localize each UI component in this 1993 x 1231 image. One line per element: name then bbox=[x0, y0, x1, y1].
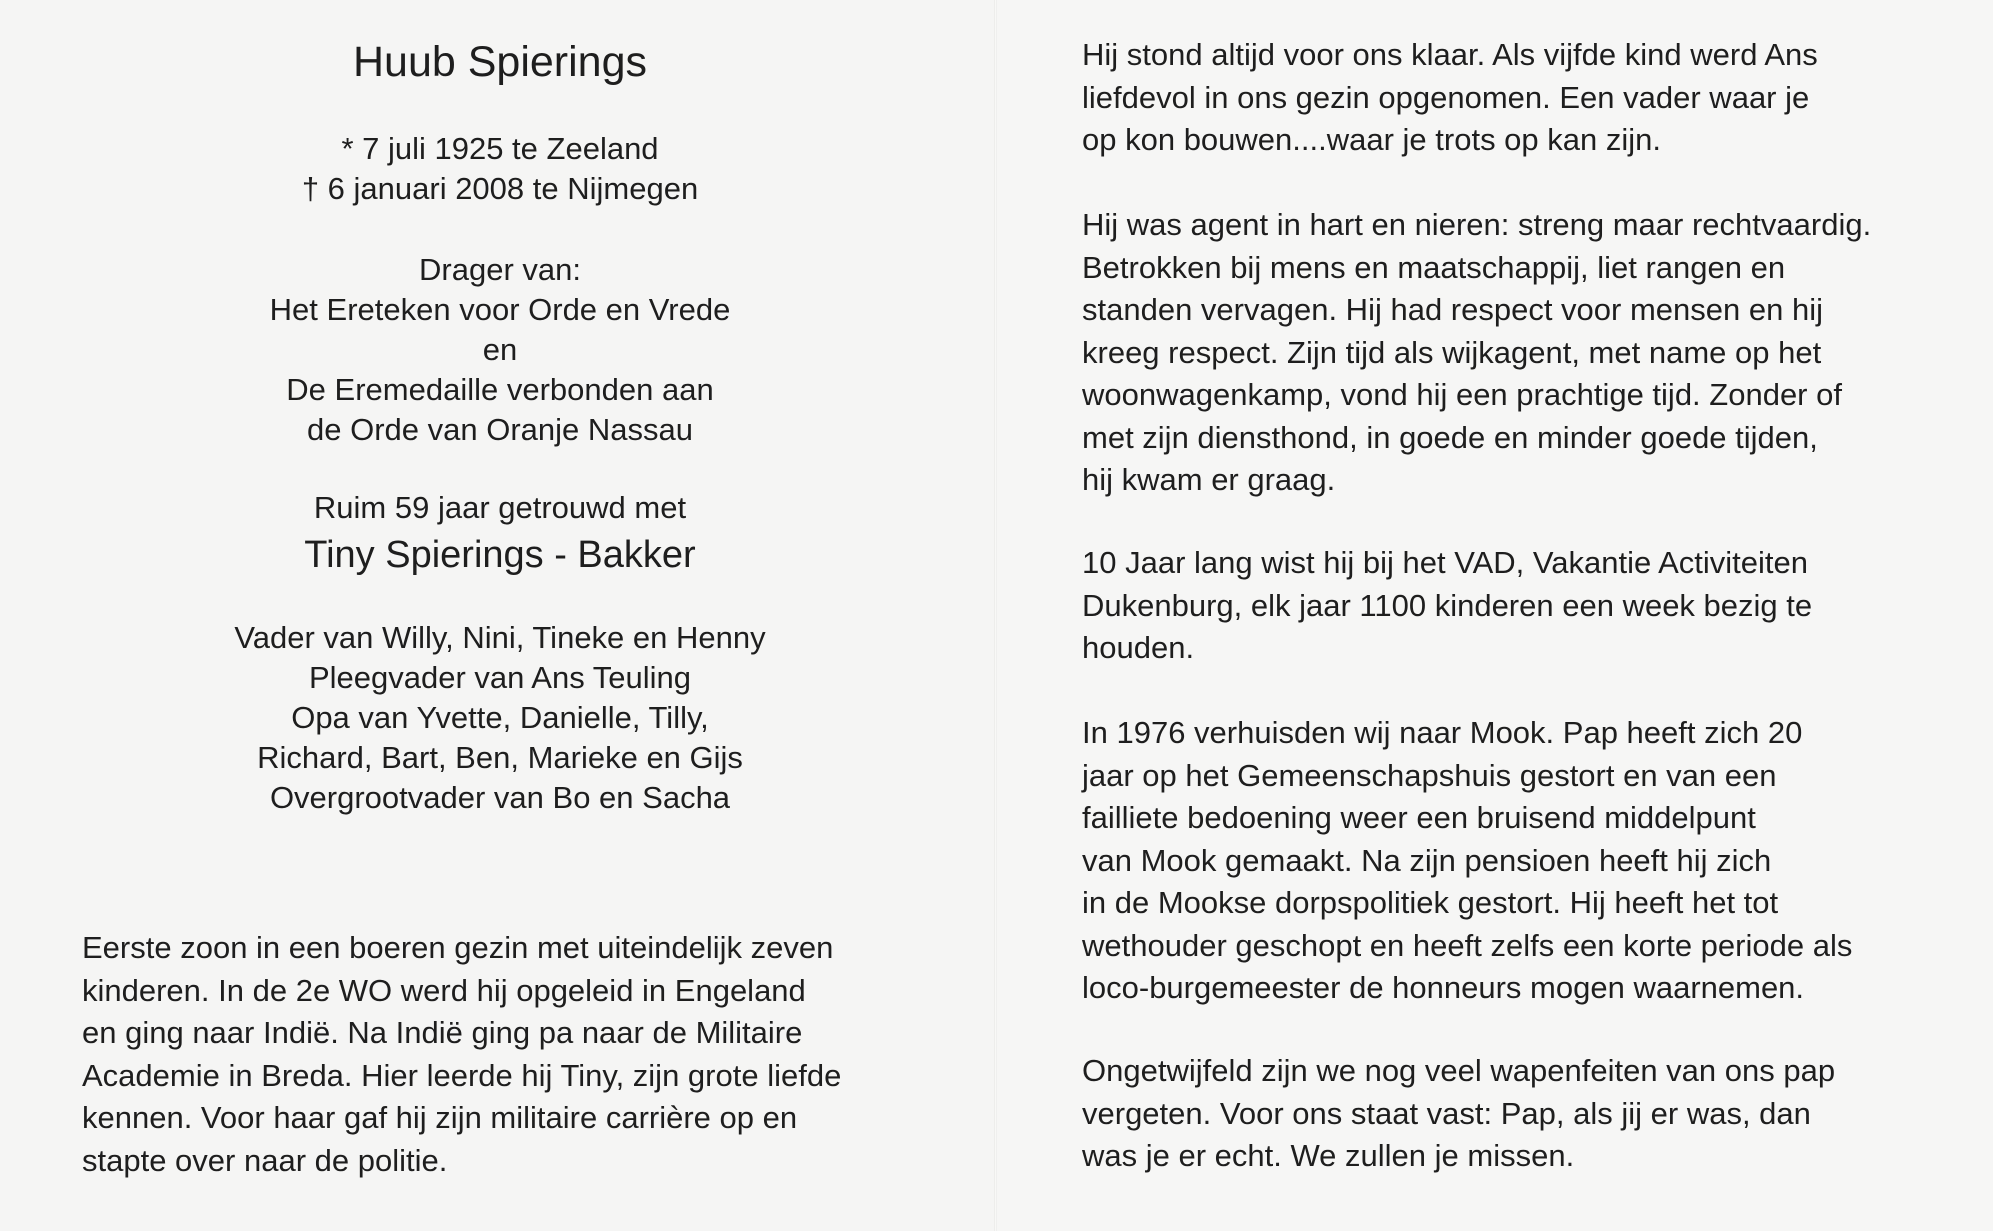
biography-paragraph bbox=[82, 927, 922, 1182]
bio-line: en ging naar Indië. Na Indië ging pa naar de Militaire bbox=[82, 1015, 803, 1050]
tribute-line: kreeg respect. Zijn tijd als wijkagent, met name op het bbox=[1082, 334, 1822, 370]
decoration-line: de Orde van Oranje Nassau bbox=[307, 412, 693, 447]
tribute-line: was je er echt. We zullen je missen. bbox=[1082, 1138, 1575, 1173]
decoration-line: Het Ereteken voor Orde en Vrede bbox=[269, 292, 731, 327]
decorations-block bbox=[160, 250, 840, 450]
married-line: Ruim 59 jaar getrouwd met bbox=[313, 490, 687, 525]
decoration-line: en bbox=[482, 332, 518, 367]
tribute-line: Hij stond altijd voor ons klaar. Als vijfde kind werd Ans bbox=[1082, 37, 1818, 72]
birth-line: * 7 juli 1925 te Zeeland bbox=[341, 131, 659, 166]
decoration-line: Drager van: bbox=[419, 252, 581, 287]
tribute-line: in de Mookse dorpspolitiek gestort. Hij heeft het tot bbox=[1082, 885, 1779, 920]
tribute-paragraph-4 bbox=[1082, 712, 1918, 1010]
tribute-line: met zijn diensthond, in goede en minder goede tijden, bbox=[1082, 419, 1818, 455]
tribute-line: vergeten. Voor ons staat vast: Pap, als jij er was, dan bbox=[1082, 1095, 1811, 1131]
life-dates bbox=[160, 129, 840, 209]
tribute-line: In 1976 verhuisden wij naar Mook. Pap heeft zich 20 bbox=[1082, 715, 1803, 750]
family-line: Overgrootvader van Bo en Sacha bbox=[269, 780, 731, 815]
decoration-line: De Eremedaille verbonden aan bbox=[286, 372, 714, 407]
tribute-line: Ongetwijfeld zijn we nog veel wapenfeiten van ons pap bbox=[1082, 1053, 1836, 1088]
bio-line: kinderen. In de 2e WO werd hij opgeleid in Engeland bbox=[82, 972, 806, 1008]
tribute-paragraph-1 bbox=[1082, 34, 1918, 162]
tribute-line: loco-burgemeester de honneurs mogen waarnemen. bbox=[1082, 970, 1805, 1005]
tribute-line: Betrokken bij mens en maatschappij, liet rangen en bbox=[1082, 249, 1786, 285]
family-line: Opa van Yvette, Danielle, Tilly, bbox=[291, 700, 709, 735]
death-line: † 6 januari 2008 te Nijmegen bbox=[301, 171, 699, 206]
card-fold bbox=[994, 0, 997, 1231]
tribute-line: op kon bouwen....waar je trots op kan zijn. bbox=[1082, 122, 1661, 157]
tribute-line: wethouder geschopt en heeft zelfs een korte periode als bbox=[1082, 927, 1853, 963]
tribute-line: Hij was agent in hart en nieren: streng maar rechtvaardig. bbox=[1082, 207, 1872, 242]
tribute-paragraph-5 bbox=[1082, 1050, 1918, 1178]
family-block bbox=[160, 618, 840, 818]
bio-line: stapte over naar de politie. bbox=[82, 1142, 448, 1178]
deceased-name: Huub Spierings bbox=[352, 38, 647, 86]
tribute-line: houden. bbox=[1082, 630, 1195, 665]
bio-line: kennen. Voor haar gaf hij zijn militaire carrière op en bbox=[82, 1100, 798, 1135]
family-line: Vader van Willy, Nini, Tineke en Henny bbox=[234, 620, 766, 655]
tribute-line: Dukenburg, elk jaar 1100 kinderen een week bezig te bbox=[1082, 587, 1813, 623]
bio-line: Eerste zoon in een boeren gezin met uiteindelijk zeven bbox=[82, 930, 834, 965]
family-line: Pleegvader van Ans Teuling bbox=[308, 660, 692, 695]
tribute-line: hij kwam er graag. bbox=[1082, 462, 1336, 497]
tribute-paragraph-2 bbox=[1082, 204, 1918, 502]
bio-line: Academie in Breda. Hier leerde hij Tiny, zijn grote liefde bbox=[82, 1057, 842, 1093]
tribute-line: van Mook gemaakt. Na zijn pensioen heeft hij zich bbox=[1082, 842, 1772, 878]
tribute-line: failliete bedoening weer een bruisend middelpunt bbox=[1082, 800, 1756, 835]
tribute-line: jaar op het Gemeenschapshuis gestort en van een bbox=[1082, 757, 1777, 793]
family-line: Richard, Bart, Ben, Marieke en Gijs bbox=[257, 740, 743, 775]
tribute-line: woonwagenkamp, vond hij een prachtige tijd. Zonder of bbox=[1082, 377, 1842, 412]
tribute-paragraph-3 bbox=[1082, 542, 1918, 670]
tribute-line: standen vervagen. Hij had respect voor mensen en hij bbox=[1082, 292, 1823, 327]
tribute-line: liefdevol in ons gezin opgenomen. Een vader waar je bbox=[1082, 79, 1810, 115]
tribute-line: 10 Jaar lang wist hij bij het VAD, Vakantie Activiteiten bbox=[1082, 545, 1809, 580]
partner-name: Tiny Spierings - Bakker bbox=[304, 534, 696, 576]
